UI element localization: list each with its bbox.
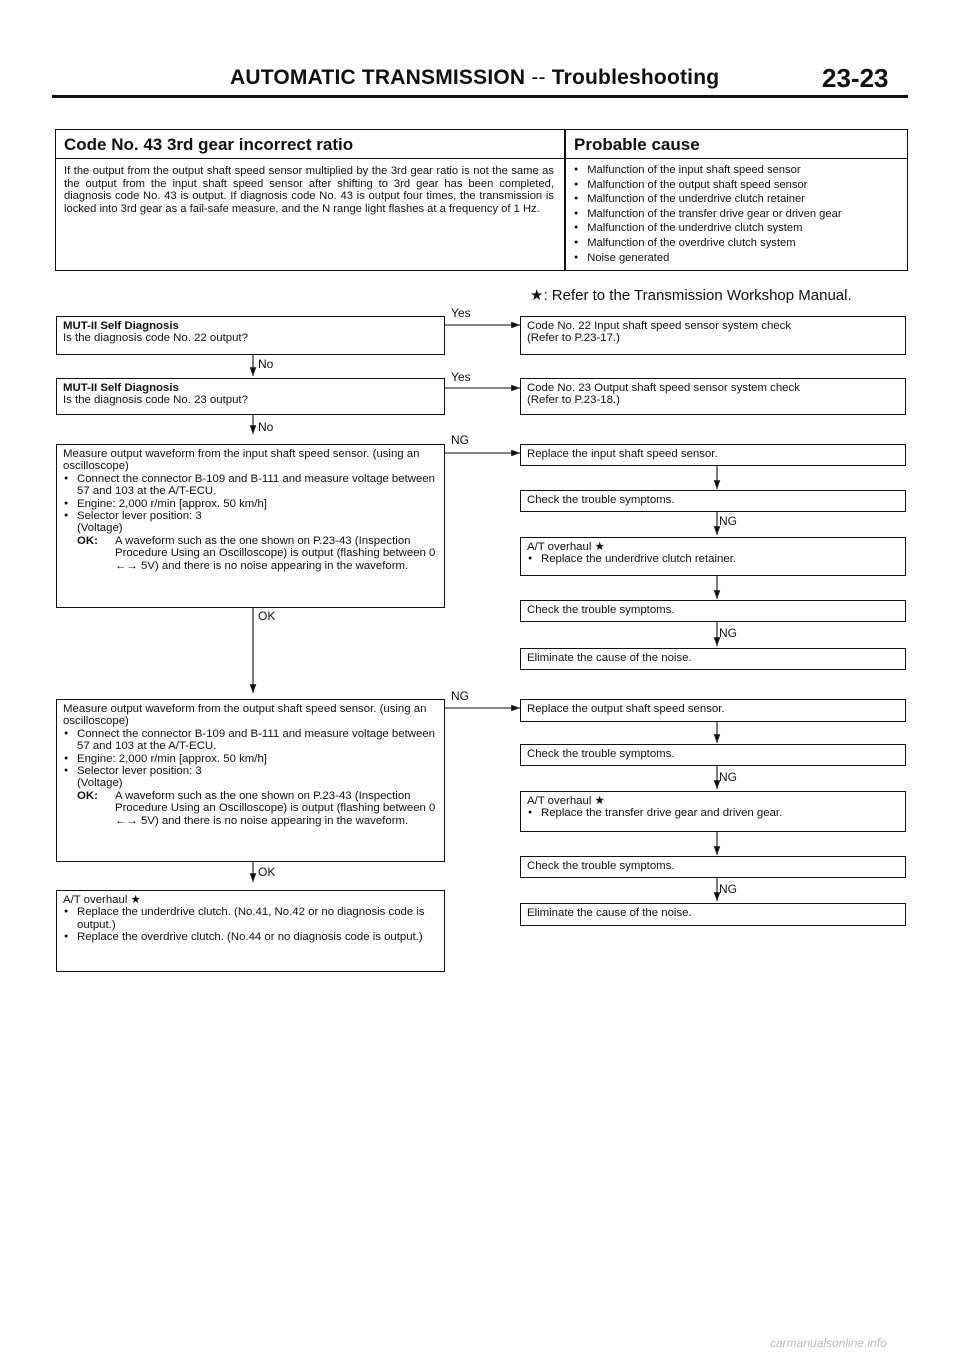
cause-item: ● Noise generated bbox=[574, 252, 842, 267]
ok-criterion-text: A waveform such as the one shown on P.23-43 (Inspection Procedure Using an Oscilloscope) is output (flashing between 0 ←→ 5V) and there is no noise appearing in the waveform. bbox=[115, 534, 436, 572]
cause-item: ● Malfunction of the underdrive clutch retainer bbox=[574, 193, 842, 208]
no-label: No bbox=[258, 357, 274, 371]
result-code22-check bbox=[520, 316, 906, 355]
result-line: (Refer to P.23-18.) bbox=[527, 394, 620, 407]
result-check-symptoms: Check the trouble symptoms. bbox=[520, 600, 906, 622]
step-bullet: ● Replace the underdrive clutch. (No.41, No.42 or no diagnosis code is output.) bbox=[63, 906, 438, 931]
step-mut-code22 bbox=[56, 316, 445, 355]
result-at-overhaul-retainer bbox=[520, 537, 906, 576]
result-check-symptoms: Check the trouble symptoms. bbox=[520, 856, 906, 878]
ng-label: NG bbox=[719, 882, 737, 896]
cause-item: ● Malfunction of the underdrive clutch system bbox=[574, 222, 842, 237]
cause-item: ● Malfunction of the overdrive clutch system bbox=[574, 237, 842, 252]
cause-item: ● Malfunction of the transfer drive gear or driven gear bbox=[574, 208, 842, 223]
step-bullet: ● Engine: 2,000 r/min [approx. 50 km/h] bbox=[63, 753, 438, 765]
no-label: No bbox=[258, 420, 274, 434]
ng-label: NG bbox=[451, 433, 469, 447]
result-code23-check bbox=[520, 378, 906, 415]
title-main: AUTOMATIC TRANSMISSION bbox=[230, 66, 526, 89]
step-bullet: ● Replace the overdrive clutch. (No.44 or no diagnosis code is output.) bbox=[63, 931, 438, 943]
step-bullet: ● Engine: 2,000 r/min [approx. 50 km/h] bbox=[63, 498, 438, 510]
ok-criterion-text: A waveform such as the one shown on P.23-43 (Inspection Procedure Using an Oscilloscope) is output (flashing between 0 ←→ 5V) and there is no noise appearing in the waveform. bbox=[115, 789, 436, 827]
ng-label: NG bbox=[719, 770, 737, 784]
ok-label: OK bbox=[258, 865, 276, 879]
ok-label: OK bbox=[258, 609, 276, 623]
cause-item: ● Malfunction of the output shaft speed sensor bbox=[574, 179, 842, 194]
result-check-symptoms: Check the trouble symptoms. bbox=[520, 490, 906, 512]
result-replace-output-sensor: Replace the output shaft speed sensor. bbox=[520, 699, 906, 722]
code-description: If the output from the output shaft speed sensor multiplied by the 3rd gear ratio is not the same as the output from the input shaft speed sensor after shifting to 3rd gear has been completed, diagnosis code No. 43 is output. If diagnosis code No. 43 is output four times, the transmission is locked into 3rd gear as a fail-safe measure, and the N range light flashes at a frequency of 1 Hz. bbox=[64, 165, 554, 215]
cause-heading: Probable cause bbox=[574, 135, 700, 154]
result-line: Code No. 22 Input shaft speed sensor system check bbox=[527, 320, 792, 332]
watermark: carmanualsonline.info bbox=[770, 1336, 887, 1350]
step-title: MUT-II Self Diagnosis bbox=[63, 320, 179, 332]
step-bullets bbox=[63, 906, 438, 943]
step-output-waveform bbox=[56, 699, 445, 862]
result-bullet: ● Replace the underdrive clutch retainer. bbox=[527, 553, 899, 565]
step-bullets bbox=[63, 473, 438, 523]
step-question: Is the diagnosis code No. 23 output? bbox=[63, 394, 248, 407]
result-line: Code No. 23 Output shaft speed sensor system check bbox=[527, 382, 800, 394]
result-check-symptoms: Check the trouble symptoms. bbox=[520, 744, 906, 766]
voltage-label: (Voltage) bbox=[77, 777, 123, 790]
step-at-overhaul-clutch bbox=[56, 890, 445, 972]
step-mut-code23 bbox=[56, 378, 445, 415]
result-title: A/T overhaul ★ bbox=[527, 795, 605, 807]
cause-item: ● Malfunction of the input shaft speed sensor bbox=[574, 164, 842, 179]
ng-label: NG bbox=[719, 626, 737, 640]
code-heading: Code No. 43 3rd gear incorrect ratio bbox=[64, 135, 354, 154]
step-input-waveform bbox=[56, 444, 445, 608]
ok-criterion-label: OK: bbox=[77, 789, 98, 802]
yes-label: Yes bbox=[451, 306, 471, 320]
step-question: Is the diagnosis code No. 22 output? bbox=[63, 332, 248, 345]
result-replace-input-sensor: Replace the input shaft speed sensor. bbox=[520, 444, 906, 466]
step-bullet: ● Selector lever position: 3 bbox=[63, 510, 438, 522]
step-bullet: ● Connect the connector B-109 and B-111 and measure voltage between 57 and 103 at the A/T-ECU. bbox=[63, 728, 438, 753]
ng-label: NG bbox=[719, 514, 737, 528]
step-bullets bbox=[63, 728, 438, 778]
ng-label: NG bbox=[451, 689, 469, 703]
title-separator: -- bbox=[525, 66, 552, 89]
result-at-overhaul-transfer bbox=[520, 791, 906, 832]
result-title: A/T overhaul ★ bbox=[527, 541, 605, 553]
voltage-label: (Voltage) bbox=[77, 522, 123, 535]
step-title: A/T overhaul ★ bbox=[63, 894, 141, 906]
page-number: 23-23 bbox=[822, 63, 889, 93]
step-lead: Measure output waveform from the output shaft speed sensor. (using an oscilloscope) bbox=[63, 703, 427, 728]
result-eliminate-noise: Eliminate the cause of the noise. bbox=[520, 648, 906, 670]
step-bullet: ● Selector lever position: 3 bbox=[63, 765, 438, 777]
result-bullet: ● Replace the transfer drive gear and driven gear. bbox=[527, 807, 899, 819]
step-bullet: ● Connect the connector B-109 and B-111 and measure voltage between 57 and 103 at the A/T-ECU. bbox=[63, 473, 438, 498]
yes-label: Yes bbox=[451, 370, 471, 384]
title-sub: Troubleshooting bbox=[551, 66, 720, 89]
reference-note: ★: Refer to the Transmission Workshop Manual. bbox=[530, 287, 852, 304]
step-title: MUT-II Self Diagnosis bbox=[63, 382, 179, 394]
step-lead: Measure output waveform from the input shaft speed sensor. (using an oscilloscope) bbox=[63, 448, 420, 473]
ok-criterion-label: OK: bbox=[77, 534, 98, 547]
result-line: (Refer to P.23-17.) bbox=[527, 332, 620, 345]
result-eliminate-noise: Eliminate the cause of the noise. bbox=[520, 903, 906, 926]
